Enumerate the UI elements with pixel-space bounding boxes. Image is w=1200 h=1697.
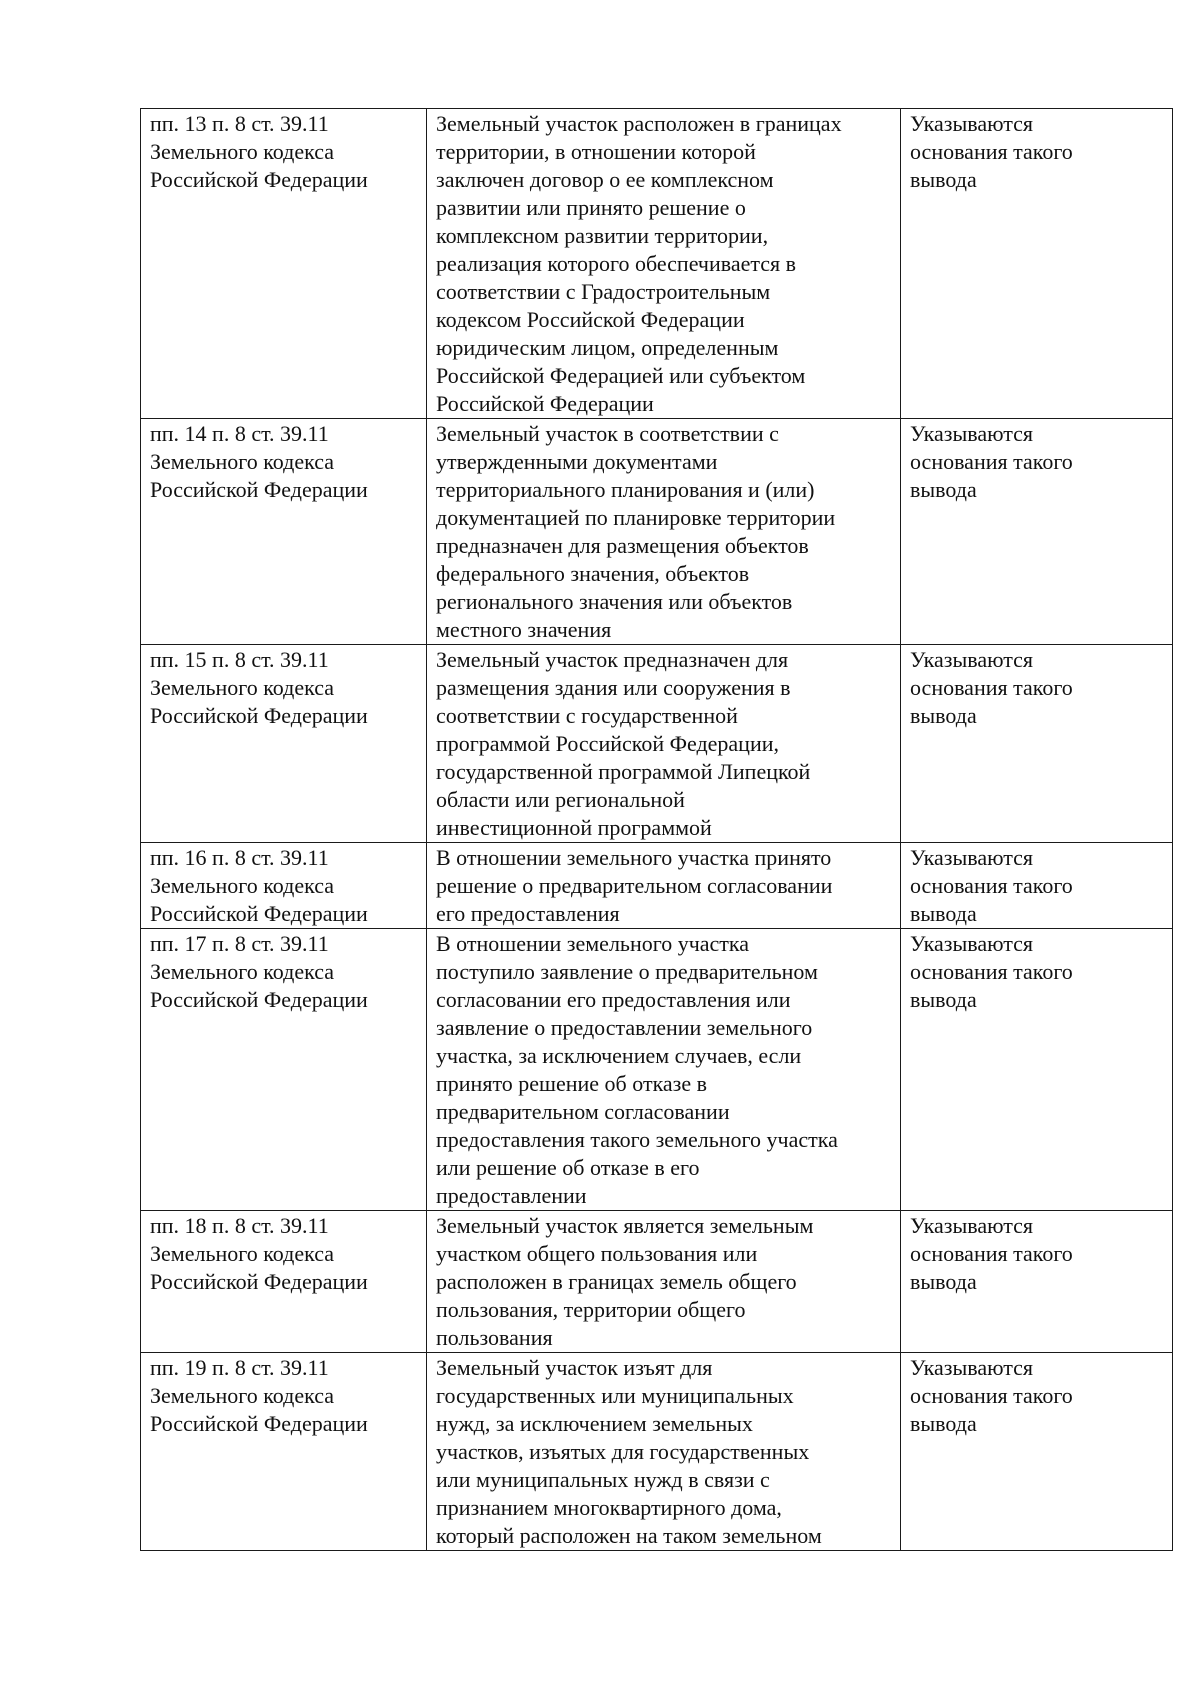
- table-row: [141, 419, 1173, 645]
- table-row: [141, 843, 1173, 929]
- note-cell: [901, 109, 1173, 419]
- legal-reference-cell: [141, 843, 427, 929]
- legal-reference-text: пп. 15 п. 8 ст. 39.11 Земельного кодекса Российской Федерации: [150, 647, 368, 728]
- table-row: [141, 645, 1173, 843]
- note-cell: [901, 843, 1173, 929]
- note-text: Указываются основания такого вывода: [910, 845, 1073, 926]
- legal-reference-cell: [141, 645, 427, 843]
- legal-reference-text: пп. 13 п. 8 ст. 39.11 Земельного кодекса Российской Федерации: [150, 111, 368, 192]
- note-text: Указываются основания такого вывода: [910, 1355, 1073, 1436]
- table-row: [141, 109, 1173, 419]
- ground-description-cell: [427, 843, 901, 929]
- legal-reference-cell: [141, 1211, 427, 1353]
- ground-description-text: Земельный участок является земельным участком общего пользования или расположен в границах земель общего пользования, территории общего пользования: [436, 1213, 814, 1350]
- table-row: [141, 1211, 1173, 1353]
- note-text: Указываются основания такого вывода: [910, 421, 1073, 502]
- note-cell: [901, 1353, 1173, 1551]
- ground-description-cell: [427, 645, 901, 843]
- note-text: Указываются основания такого вывода: [910, 647, 1073, 728]
- legal-reference-text: пп. 17 п. 8 ст. 39.11 Земельного кодекса Российской Федерации: [150, 931, 368, 1012]
- ground-description-cell: [427, 109, 901, 419]
- ground-description-text: Земельный участок изъят для государственных или муниципальных нужд, за исключением земельных участков, изъятых для государственных или муниципальных нужд в связи с признанием многоквартирного дома, который расположен на таком земельном: [436, 1355, 822, 1548]
- note-cell: [901, 929, 1173, 1211]
- legal-reference-text: пп. 14 п. 8 ст. 39.11 Земельного кодекса Российской Федерации: [150, 421, 368, 502]
- table-row: [141, 929, 1173, 1211]
- ground-description-cell: [427, 929, 901, 1211]
- note-cell: [901, 645, 1173, 843]
- legal-reference-text: пп. 18 п. 8 ст. 39.11 Земельного кодекса Российской Федерации: [150, 1213, 368, 1294]
- note-cell: [901, 419, 1173, 645]
- ground-description-text: Земельный участок в соответствии с утвержденными документами территориального планирования и (или) документацией по планировке территории предназначен для размещения объектов федерального значения, объектов регионального значения или объектов местного значения: [436, 421, 836, 642]
- ground-description-text: В отношении земельного участка поступило заявление о предварительном согласовании его предоставления или заявление о предоставлении земельного участка, за исключением случаев, если принято решение об отказе в предварительном согласовании предоставления такого земельного участка или решение об отказе в его предоставлении: [436, 931, 838, 1208]
- ground-description-cell: [427, 1353, 901, 1551]
- ground-description-cell: [427, 419, 901, 645]
- legal-reference-cell: [141, 1353, 427, 1551]
- table-row: [141, 1353, 1173, 1551]
- ground-description-text: В отношении земельного участка принято решение о предварительном согласовании его предоставления: [436, 845, 833, 926]
- note-cell: [901, 1211, 1173, 1353]
- ground-description-cell: [427, 1211, 901, 1353]
- legal-reference-cell: [141, 929, 427, 1211]
- ground-description-text: Земельный участок предназначен для размещения здания или сооружения в соответствии с государственной программой Российской Федерации, государственной программой Липецкой области или региональной инвестиционной программой: [436, 647, 811, 840]
- grounds-table-body: [141, 109, 1173, 1551]
- legal-reference-text: пп. 19 п. 8 ст. 39.11 Земельного кодекса Российской Федерации: [150, 1355, 368, 1436]
- legal-reference-cell: [141, 109, 427, 419]
- note-text: Указываются основания такого вывода: [910, 1213, 1073, 1294]
- legal-reference-text: пп. 16 п. 8 ст. 39.11 Земельного кодекса Российской Федерации: [150, 845, 368, 926]
- note-text: Указываются основания такого вывода: [910, 931, 1073, 1012]
- grounds-table: [140, 108, 1173, 1551]
- note-text: Указываются основания такого вывода: [910, 111, 1073, 192]
- ground-description-text: Земельный участок расположен в границах территории, в отношении которой заключен договор о ее комплексном развитии или принято решение о комплексном развитии территории, реализация которого обеспечивается в соответствии с Градостроительным кодексом Российской Федерации юридическим лицом, определенным Российской Федерацией или субъектом Российской Федерации: [436, 111, 842, 416]
- legal-reference-cell: [141, 419, 427, 645]
